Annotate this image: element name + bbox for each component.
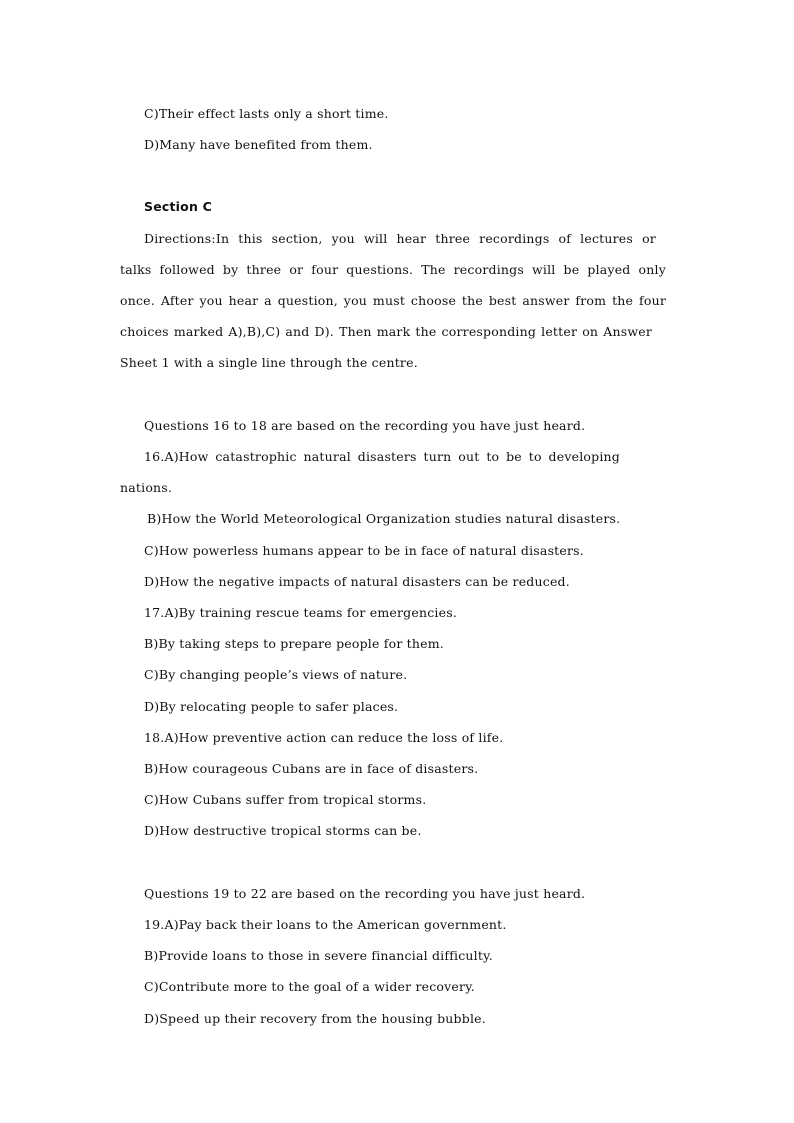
directions-line-1: Directions:In this section, you will hear three recordings of lectures or [144,231,656,246]
directions-line-4: choices marked A),B),C) and D). Then mark the corresponding letter on Answer [120,324,652,339]
question-16-option-d: D)How the negative impacts of natural disasters can be reduced. [144,574,570,589]
question-17-option-a: 17.A)By training rescue teams for emergencies. [144,605,458,620]
question-18-option-b: B)How courageous Cubans are in face of disasters. [144,761,479,776]
question-19-option-c: C)Contribute more to the goal of a wider recovery. [144,979,475,994]
question-17-option-b: B)By taking steps to prepare people for them. [144,636,444,651]
question-18-option-d: D)How destructive tropical storms can be. [144,823,422,838]
directions-line-2: talks followed by three or four questions. The recordings will be played only [120,262,666,277]
question-19-option-b: B)Provide loans to those in severe financial difficulty. [144,948,493,963]
option-c-line: C)Their effect lasts only a short time. [144,106,389,121]
option-d-line: D)Many have benefited from them. [144,137,373,152]
section-heading: Section C [144,199,212,214]
directions-line-5: Sheet 1 with a single line through the centre. [120,355,418,370]
question-16-option-a: 16.A)How catastrophic natural disasters turn out to be to developing [144,449,620,464]
question-19-option-a: 19.A)Pay back their loans to the American government. [144,917,507,932]
question-19-option-d: D)Speed up their recovery from the housing bubble. [144,1011,486,1026]
directions-line-3: once. After you hear a question, you must choose the best answer from the four [120,293,666,308]
question-16-option-c: C)How powerless humans appear to be in face of natural disasters. [144,543,584,558]
question-18-option-c: C)How Cubans suffer from tropical storms. [144,792,427,807]
question-16-option-a-continued: nations. [120,480,173,495]
question-18-option-a: 18.A)How preventive action can reduce the loss of life. [144,730,504,745]
questions-19-22-intro: Questions 19 to 22 are based on the recording you have just heard. [144,886,586,901]
question-17-option-c: C)By changing people’s views of nature. [144,667,408,682]
question-16-option-b: B)How the World Meteorological Organization studies natural disasters. [147,511,621,526]
question-17-option-d: D)By relocating people to safer places. [144,699,399,714]
questions-16-18-intro: Questions 16 to 18 are based on the recording you have just heard. [144,418,586,433]
